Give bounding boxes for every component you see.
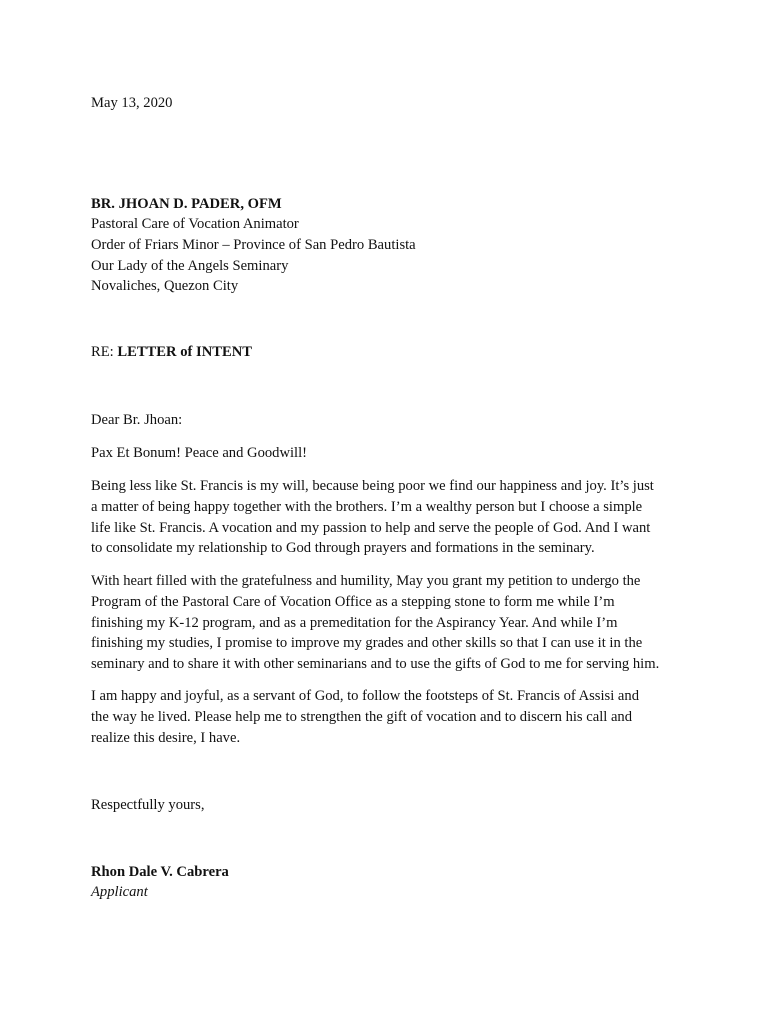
- recipient-title: Pastoral Care of Vocation Animator: [91, 216, 299, 232]
- body-paragraph-2: [91, 571, 691, 675]
- re-subject: LETTER of INTENT: [117, 344, 252, 360]
- body-paragraph-3: [91, 686, 691, 748]
- paragraph-line: seminary and to share it with other seminarians and to use the gifts of God to me for serving him.: [91, 656, 660, 673]
- salutation: Dear Br. Jhoan:: [91, 412, 183, 428]
- closing: Respectfully yours,: [91, 797, 205, 813]
- letter-date: May 13, 2020: [91, 95, 173, 111]
- paragraph-line: life like St. Francis. A vocation and my passion to help and serve the people of God. And I want: [91, 519, 651, 536]
- re-prefix: RE:: [91, 344, 118, 360]
- paragraph-line: Being less like St. Francis is my will, because being poor we find our happiness and joy. It’s just: [91, 478, 654, 494]
- paragraph-line: the way he lived. Please help me to strengthen the gift of vocation and to discern his call and: [91, 708, 633, 725]
- re-line: [91, 342, 691, 363]
- signature-title: Applicant: [91, 884, 148, 900]
- recipient-name: BR. JHOAN D. PADER, OFM: [91, 196, 282, 212]
- signature-name: Rhon Dale V. Cabrera: [91, 864, 229, 880]
- paragraph-line: to consolidate my relationship to God through prayers and formations in the seminary.: [91, 540, 595, 557]
- paragraph-line: finishing my K-12 program, and as a premeditation for the Aspirancy Year. And while I’m: [91, 614, 618, 631]
- body-paragraph-1: [91, 476, 691, 559]
- paragraph-line: realize this desire, I have.: [91, 729, 241, 746]
- recipient-address: Novaliches, Quezon City: [91, 278, 239, 294]
- paragraph-line: With heart filled with the gratefulness and humility, May you grant my petition to undergo the: [91, 573, 641, 589]
- paragraph-line: I am happy and joyful, as a servant of God, to follow the footsteps of St. Francis of Assisi and: [91, 688, 639, 704]
- recipient-organization: Order of Friars Minor – Province of San Pedro Bautista: [91, 237, 416, 253]
- recipient-seminary: Our Lady of the Angels Seminary: [91, 258, 289, 274]
- greeting: Pax Et Bonum! Peace and Goodwill!: [91, 445, 308, 461]
- paragraph-line: Program of the Pastoral Care of Vocation Office as a stepping stone to form me while I’m: [91, 593, 615, 610]
- paragraph-line: a matter of being happy together with the brothers. I’m a wealthy person but I choose a simple: [91, 498, 643, 515]
- paragraph-line: finishing my studies, I promise to improve my grades and other skills so that I can use it in the: [91, 635, 643, 652]
